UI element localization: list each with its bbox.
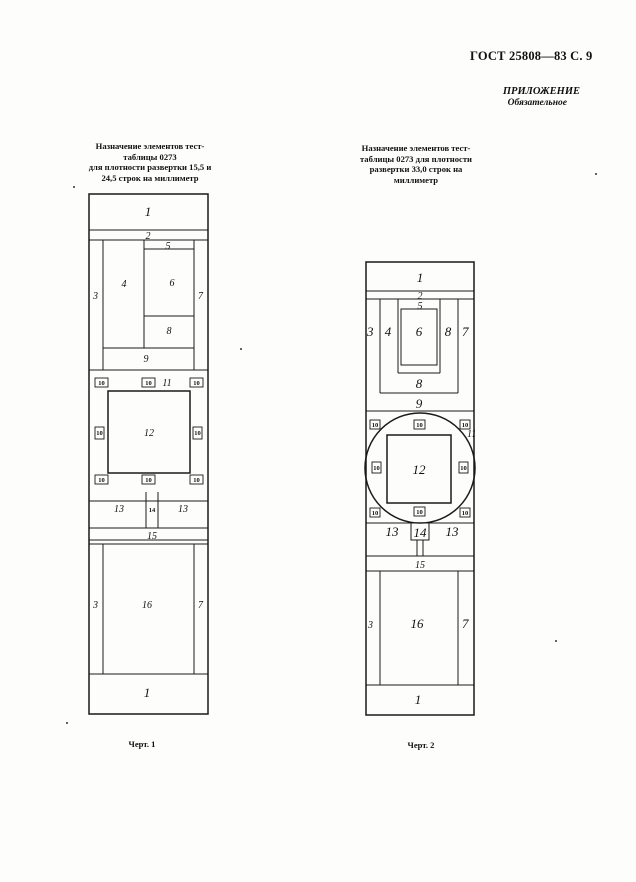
marker-label-10: 10 xyxy=(416,422,423,429)
marker-label-10: 10 xyxy=(461,422,469,429)
fig2-label-7-top: 7 xyxy=(462,324,469,339)
fig1-label-3-bottom: 3 xyxy=(93,600,98,611)
marker-label-10: 10 xyxy=(371,510,379,517)
marker-label-10: 10 xyxy=(193,380,200,387)
fig1-label-1-bottom: 1 xyxy=(143,685,151,700)
fig1-label-14: 14 xyxy=(148,507,156,514)
fig2-label-13-left: 13 xyxy=(385,524,399,539)
fig2-label-3-bottom: 3 xyxy=(368,620,373,631)
fig2-label-9: 9 xyxy=(415,396,423,411)
marker-label-10: 10 xyxy=(373,465,380,472)
fig1-label-2: 2 xyxy=(145,231,151,242)
fig2-label-6: 6 xyxy=(415,324,423,339)
fig2-label-12: 12 xyxy=(412,462,426,477)
fig1-label-15: 15 xyxy=(147,531,157,542)
fig1-label-7-bottom: 7 xyxy=(198,600,203,611)
fig1-label-8: 8 xyxy=(166,326,172,337)
scan-speck xyxy=(595,173,597,175)
marker-label-10: 10 xyxy=(416,509,423,516)
marker-label-10: 10 xyxy=(371,422,379,429)
fig1-label-12: 12 xyxy=(144,428,154,439)
fig2-label-1-top: 1 xyxy=(416,270,424,285)
figure2-label: Черт. 2 xyxy=(407,740,435,750)
figure1-caption: Назначение элементов тест- таблицы 0273 для плотности развертки 15,5 и 24,5 строк на миллиметр xyxy=(88,141,212,183)
fig2-label-2: 2 xyxy=(417,291,423,302)
fig1-label-7-top: 7 xyxy=(198,291,203,302)
fig1-label-6: 6 xyxy=(169,278,175,289)
fig2-label-16: 16 xyxy=(410,616,424,631)
fig2-label-7-bottom: 7 xyxy=(462,616,469,631)
standard-code: ГОСТ 25808—83 С. 9 xyxy=(470,49,593,63)
marker-label-10: 10 xyxy=(96,430,103,437)
fig1-label-13-right: 13 xyxy=(178,504,188,515)
fig2-label-13-right: 13 xyxy=(445,524,459,539)
appendix-title: ПРИЛОЖЕНИЕ xyxy=(502,86,580,97)
fig1-label-5: 5 xyxy=(165,241,171,252)
fig1-label-3-top: 3 xyxy=(93,291,98,302)
marker-label-10: 10 xyxy=(145,477,152,484)
figure1-label: Черт. 1 xyxy=(128,739,156,749)
figure1-diagram xyxy=(89,194,208,714)
fig2-label-11: 11 xyxy=(467,429,477,440)
marker-label-10: 10 xyxy=(193,477,200,484)
fig1-label-13-left: 13 xyxy=(114,504,124,515)
figure2-caption: Назначение элементов тест- таблицы 0273 для плотности развертки 33,0 строк на миллиметр xyxy=(359,143,472,185)
marker-label-10: 10 xyxy=(98,380,105,387)
fig2-label-8: 8 xyxy=(415,376,423,391)
figure2-diagram xyxy=(365,262,476,715)
scan-speck xyxy=(73,186,75,188)
scan-speck xyxy=(240,348,242,350)
marker-label-10: 10 xyxy=(460,465,467,472)
fig1-label-4: 4 xyxy=(121,279,127,290)
scan-speck xyxy=(66,722,68,724)
appendix-note: Обязательное xyxy=(507,98,567,108)
fig2-label-15: 15 xyxy=(415,560,425,571)
fig2-label-4: 4 xyxy=(384,324,392,339)
marker-label-10: 10 xyxy=(461,510,469,517)
fig1-label-16: 16 xyxy=(142,600,152,611)
fig1-label-11: 11 xyxy=(162,378,172,389)
scan-speck xyxy=(555,640,557,642)
fig2-label-1-bottom: 1 xyxy=(414,692,422,707)
fig2-label-8-side: 8 xyxy=(444,324,452,339)
marker-label-10: 10 xyxy=(98,477,105,484)
fig2-label-3-top: 3 xyxy=(367,324,374,339)
marker-label-10: 10 xyxy=(194,430,201,437)
fig1-label-9: 9 xyxy=(143,354,149,365)
marker-label-10: 10 xyxy=(145,380,152,387)
fig1-label-1-top: 1 xyxy=(144,204,152,219)
fig2-label-14: 14 xyxy=(413,525,427,540)
fig2-label-5: 5 xyxy=(417,301,423,312)
